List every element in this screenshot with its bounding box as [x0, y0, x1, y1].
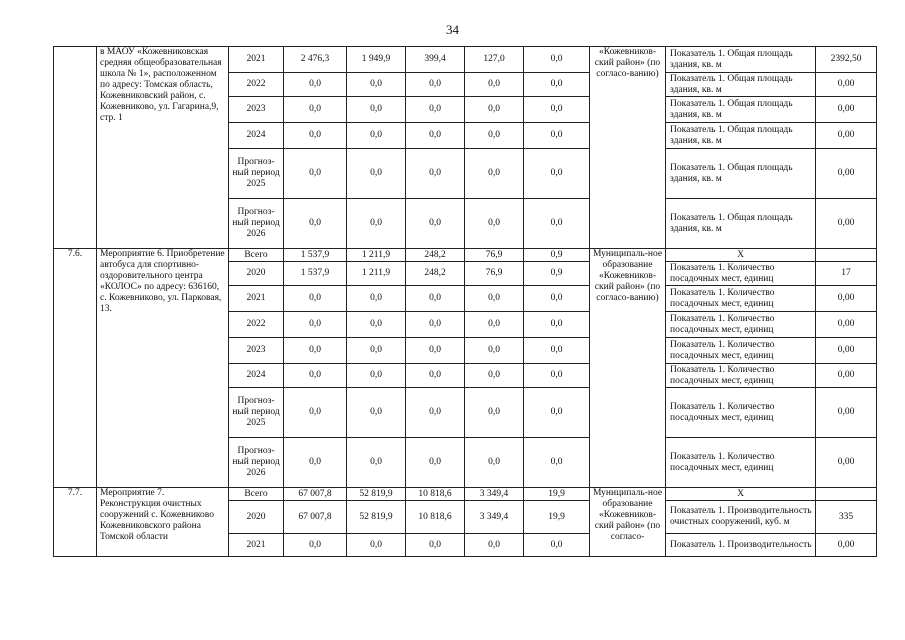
other-sources-cell: 0,0	[524, 312, 590, 338]
local-budget-cell: 0,0	[465, 123, 524, 149]
federal-budget-cell: 0,0	[347, 312, 406, 338]
other-sources-cell: 19,9	[524, 488, 590, 501]
other-sources-cell: 0,0	[524, 149, 590, 199]
program-table	[53, 46, 877, 557]
regional-budget-cell: 0,0	[406, 534, 465, 557]
indicator-value-cell: 0,00	[816, 438, 877, 488]
total-cell: 0,0	[284, 149, 347, 199]
local-budget-cell: 0,0	[465, 73, 524, 97]
year-cell: 2022	[229, 312, 284, 338]
indicator-cell: Показатель 1. Общая площадь здания, кв. м	[666, 149, 816, 199]
regional-budget-cell: 0,0	[406, 364, 465, 388]
federal-budget-cell: 0,0	[347, 73, 406, 97]
total-cell: 0,0	[284, 364, 347, 388]
indicator-cell: Показатель 1. Общая площадь здания, кв. м	[666, 47, 816, 73]
year-cell: Прогноз-ный период 2026	[229, 438, 284, 488]
regional-budget-cell: 0,0	[406, 388, 465, 438]
other-sources-cell: 0,0	[524, 123, 590, 149]
year-cell: Всего	[229, 488, 284, 501]
year-cell: 2020	[229, 501, 284, 534]
year-cell: 2024	[229, 364, 284, 388]
year-cell: Всего	[229, 249, 284, 262]
total-cell: 0,0	[284, 338, 347, 364]
total-cell: 0,0	[284, 438, 347, 488]
total-cell: 1 537,9	[284, 249, 347, 262]
indicator-value-cell	[816, 488, 877, 501]
regional-budget-cell: 10 818,6	[406, 501, 465, 534]
local-budget-cell: 76,9	[465, 262, 524, 286]
federal-budget-cell: 0,0	[347, 338, 406, 364]
regional-budget-cell: 0,0	[406, 149, 465, 199]
year-cell: 2023	[229, 338, 284, 364]
indicator-value-cell: 17	[816, 262, 877, 286]
other-sources-cell: 0,9	[524, 249, 590, 262]
regional-budget-cell: 0,0	[406, 199, 465, 249]
total-cell: 0,0	[284, 312, 347, 338]
local-budget-cell: 0,0	[465, 149, 524, 199]
indicator-cell: Показатель 1. Производительность очистных сооружений, куб. м	[666, 501, 816, 534]
regional-budget-cell: 0,0	[406, 338, 465, 364]
other-sources-cell: 0,9	[524, 262, 590, 286]
table-row	[54, 488, 877, 501]
indicator-cell: Показатель 1. Общая площадь здания, кв. м	[666, 97, 816, 123]
indicator-cell: X	[666, 249, 816, 262]
year-cell: 2020	[229, 262, 284, 286]
regional-budget-cell: 0,0	[406, 97, 465, 123]
year-cell: 2021	[229, 286, 284, 312]
indicator-value-cell: 0,00	[816, 73, 877, 97]
indicator-value-cell: 0,00	[816, 97, 877, 123]
federal-budget-cell: 0,0	[347, 438, 406, 488]
federal-budget-cell: 0,0	[347, 534, 406, 557]
year-cell: 2023	[229, 97, 284, 123]
indicator-cell: Показатель 1. Производительность	[666, 534, 816, 557]
local-budget-cell: 0,0	[465, 364, 524, 388]
indicator-value-cell: 2392,50	[816, 47, 877, 73]
other-sources-cell: 19,9	[524, 501, 590, 534]
federal-budget-cell: 0,0	[347, 199, 406, 249]
regional-budget-cell: 0,0	[406, 73, 465, 97]
year-cell: 2024	[229, 123, 284, 149]
indicator-value-cell: 0,00	[816, 199, 877, 249]
regional-budget-cell: 248,2	[406, 262, 465, 286]
local-budget-cell: 0,0	[465, 338, 524, 364]
federal-budget-cell: 0,0	[347, 364, 406, 388]
local-budget-cell: 76,9	[465, 249, 524, 262]
regional-budget-cell: 0,0	[406, 286, 465, 312]
indicator-value-cell	[816, 249, 877, 262]
total-cell: 0,0	[284, 199, 347, 249]
total-cell: 0,0	[284, 97, 347, 123]
year-cell: 2021	[229, 47, 284, 73]
total-cell: 0,0	[284, 73, 347, 97]
item-description-cell: Мероприятие 7. Реконструкция очистных сооружений с. Кожевниково Кожевниковского района Томской области	[97, 488, 229, 557]
other-sources-cell: 0,0	[524, 338, 590, 364]
item-description-cell: Мероприятие 6. Приобретение автобуса для спортивно-оздоровительного центра «КОЛОС» по адресу: 636160, с. Кожевниково, ул. Парковая, 13.	[97, 249, 229, 488]
indicator-cell: Показатель 1. Общая площадь здания, кв. м	[666, 123, 816, 149]
federal-budget-cell: 0,0	[347, 286, 406, 312]
indicator-cell: X	[666, 488, 816, 501]
total-cell: 1 537,9	[284, 262, 347, 286]
page-number: 34	[446, 22, 459, 37]
local-budget-cell: 0,0	[465, 534, 524, 557]
federal-budget-cell: 0,0	[347, 149, 406, 199]
regional-budget-cell: 248,2	[406, 249, 465, 262]
local-budget-cell: 0,0	[465, 388, 524, 438]
federal-budget-cell: 52 819,9	[347, 501, 406, 534]
indicator-value-cell: 0,00	[816, 123, 877, 149]
indicator-cell: Показатель 1. Количество посадочных мест, единиц	[666, 388, 816, 438]
indicator-value-cell: 0,00	[816, 338, 877, 364]
indicator-cell: Показатель 1. Количество посадочных мест, единиц	[666, 312, 816, 338]
executor-cell: «Кожевников-ский район» (по согласо-ванию)	[590, 47, 666, 249]
other-sources-cell: 0,0	[524, 534, 590, 557]
total-cell: 67 007,8	[284, 488, 347, 501]
regional-budget-cell: 0,0	[406, 312, 465, 338]
executor-cell: Муниципаль-ное образование «Кожевников-ский район» (по согласо-ванию)	[590, 249, 666, 488]
federal-budget-cell: 0,0	[347, 388, 406, 438]
indicator-value-cell: 0,00	[816, 534, 877, 557]
federal-budget-cell: 1 949,9	[347, 47, 406, 73]
regional-budget-cell: 0,0	[406, 438, 465, 488]
year-cell: Прогноз-ный период 2025	[229, 149, 284, 199]
total-cell: 2 476,3	[284, 47, 347, 73]
local-budget-cell: 3 349,4	[465, 501, 524, 534]
federal-budget-cell: 52 819,9	[347, 488, 406, 501]
regional-budget-cell: 399,4	[406, 47, 465, 73]
executor-cell: Муниципаль-ное образование «Кожевников-ский район» (по согласо-	[590, 488, 666, 557]
local-budget-cell: 0,0	[465, 312, 524, 338]
other-sources-cell: 0,0	[524, 97, 590, 123]
indicator-cell: Показатель 1. Количество посадочных мест, единиц	[666, 262, 816, 286]
indicator-cell: Показатель 1. Количество посадочных мест, единиц	[666, 286, 816, 312]
indicator-value-cell: 0,00	[816, 388, 877, 438]
year-cell: 2022	[229, 73, 284, 97]
local-budget-cell: 3 349,4	[465, 488, 524, 501]
regional-budget-cell: 0,0	[406, 123, 465, 149]
table-row	[54, 249, 877, 262]
other-sources-cell: 0,0	[524, 199, 590, 249]
indicator-cell: Показатель 1. Количество посадочных мест, единиц	[666, 438, 816, 488]
indicator-cell: Показатель 1. Общая площадь здания, кв. м	[666, 199, 816, 249]
other-sources-cell: 0,0	[524, 388, 590, 438]
indicator-value-cell: 0,00	[816, 149, 877, 199]
regional-budget-cell: 10 818,6	[406, 488, 465, 501]
total-cell: 0,0	[284, 388, 347, 438]
local-budget-cell: 0,0	[465, 97, 524, 123]
indicator-value-cell: 335	[816, 501, 877, 534]
federal-budget-cell: 1 211,9	[347, 249, 406, 262]
total-cell: 67 007,8	[284, 501, 347, 534]
total-cell: 0,0	[284, 534, 347, 557]
other-sources-cell: 0,0	[524, 286, 590, 312]
table-row	[54, 47, 877, 73]
indicator-cell: Показатель 1. Количество посадочных мест, единиц	[666, 364, 816, 388]
other-sources-cell: 0,0	[524, 438, 590, 488]
indicator-value-cell: 0,00	[816, 286, 877, 312]
item-description-cell: в МАОУ «Кожевниковская средняя общеобразовательная школа № 1», расположенном по адресу: Томская область, Кожевниковский район, с. Кожевниково, ул. Гагарина,9, стр. 1	[97, 47, 229, 249]
item-number-cell: 7.7.	[54, 488, 97, 557]
indicator-value-cell: 0,00	[816, 364, 877, 388]
year-cell: Прогноз-ный период 2026	[229, 199, 284, 249]
total-cell: 0,0	[284, 123, 347, 149]
indicator-cell: Показатель 1. Общая площадь здания, кв. м	[666, 73, 816, 97]
local-budget-cell: 0,0	[465, 286, 524, 312]
federal-budget-cell: 0,0	[347, 123, 406, 149]
local-budget-cell: 127,0	[465, 47, 524, 73]
local-budget-cell: 0,0	[465, 438, 524, 488]
other-sources-cell: 0,0	[524, 364, 590, 388]
indicator-cell: Показатель 1. Количество посадочных мест, единиц	[666, 338, 816, 364]
other-sources-cell: 0,0	[524, 47, 590, 73]
year-cell: Прогноз-ный период 2025	[229, 388, 284, 438]
federal-budget-cell: 1 211,9	[347, 262, 406, 286]
item-number-cell: 7.6.	[54, 249, 97, 488]
indicator-value-cell: 0,00	[816, 312, 877, 338]
year-cell: 2021	[229, 534, 284, 557]
federal-budget-cell: 0,0	[347, 97, 406, 123]
local-budget-cell: 0,0	[465, 199, 524, 249]
total-cell: 0,0	[284, 286, 347, 312]
item-number-cell	[54, 47, 97, 249]
other-sources-cell: 0,0	[524, 73, 590, 97]
